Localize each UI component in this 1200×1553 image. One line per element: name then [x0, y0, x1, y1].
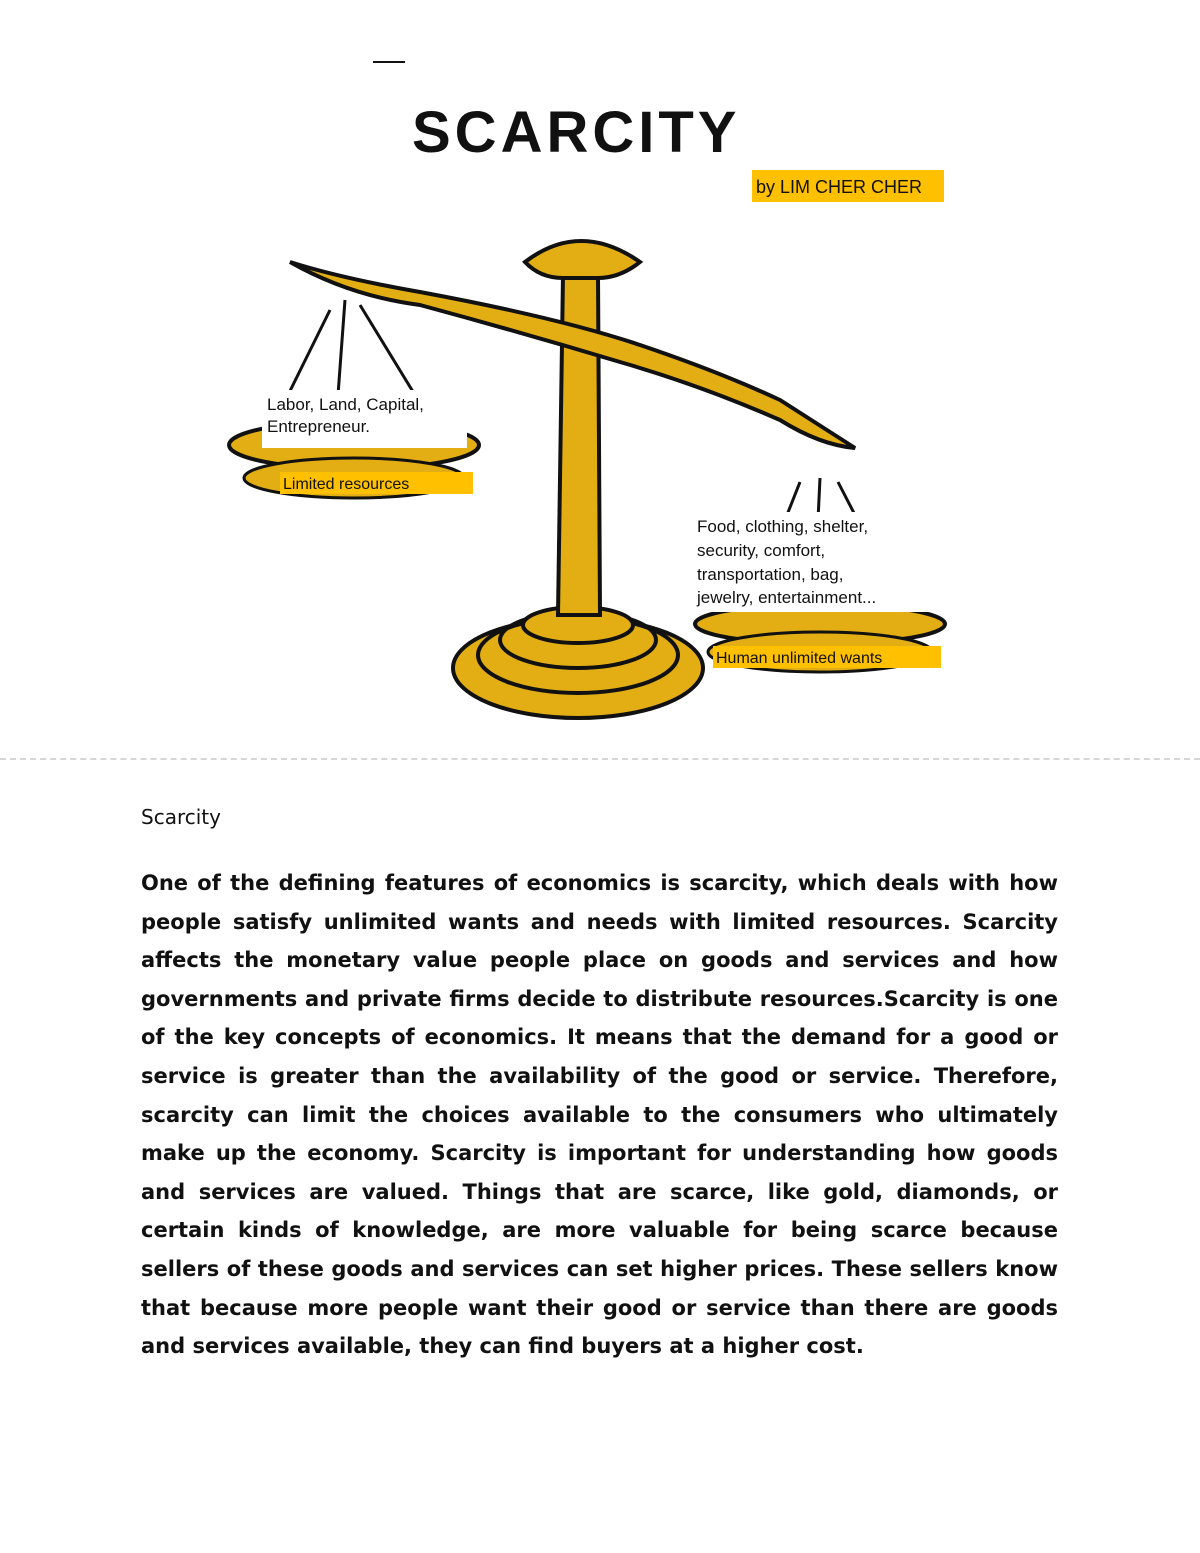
left-pan-items-line1: Labor, Land, Capital, — [267, 395, 424, 414]
scale-base — [453, 607, 703, 718]
article-heading: Scarcity — [141, 805, 221, 829]
scale-top-cap — [525, 241, 640, 278]
right-pan-items-line3: transportation, bag, — [697, 565, 844, 584]
left-pan-items-line2: Entrepreneur. — [267, 417, 371, 436]
article-body: One of the defining features of economics is scarcity, which deals with how people satisfy unlimited wants and needs with limited resources. Scarcity affects the monetary value people place on goods and services and how governments and private firms decide to distribute resources.Scarcity is one of the key concepts of economics. It means that the demand for a good or service is greater than the availability of the good or service. Therefore, scarcity can limit the choices available to the consumers who ultimately make up the economy. Scarcity is important for understanding how goods and services are valued. Things that are scarce, like gold, diamonds, or certain kinds of knowledge, are more valuable for being scarce because sellers of these goods and services can set higher prices. These sellers know that because more people want their good or service than there are goods and services available, they can find buyers at a higher cost. — [141, 871, 1058, 1359]
left-chains — [288, 300, 415, 395]
scarcity-scale-illustration — [0, 0, 1200, 745]
right-pan-items-line2: security, comfort, — [697, 541, 826, 560]
page-break-divider — [0, 758, 1200, 760]
article — [141, 800, 1058, 1366]
right-pan-items-line4: jewelry, entertainment... — [697, 588, 877, 607]
poster-author: by LIM CHER CHER — [756, 177, 923, 197]
right-pan-tag: Human unlimited wants — [716, 650, 883, 667]
poster-title: SCARCITY — [412, 100, 741, 165]
right-pan-items-line1: Food, clothing, shelter, — [697, 517, 869, 536]
left-pan-tag: Limited resources — [283, 476, 410, 493]
